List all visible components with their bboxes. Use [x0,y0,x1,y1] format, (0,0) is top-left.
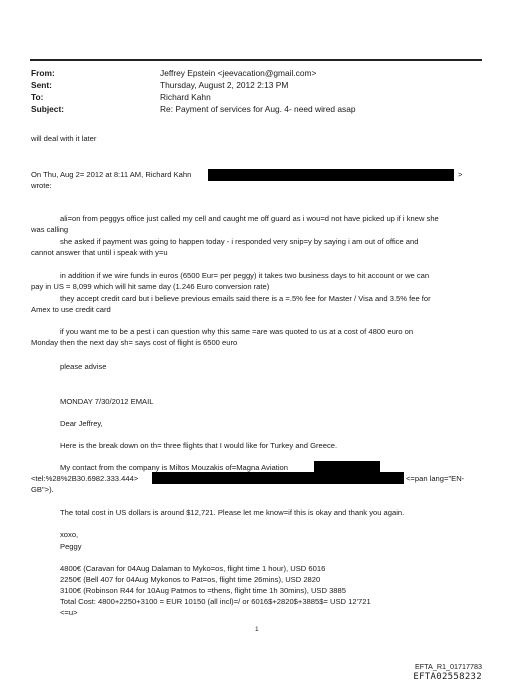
paragraph-2-line2: cannot answer that until i speak with y=u [31,248,168,257]
footer-id-large: EFTA02558232 [413,672,482,682]
paragraph-3-line1: in addition if we wire funds in euros (6500 Eur= per peggy) it takes two business days to hit account or we can [60,271,430,280]
flight-line-3: 3100€ (Robinson R44 for 10Aug Patmos to =thens, flight time 1h 30mins), USD 3885 [60,586,346,595]
total-cost-line: Total Cost: 4800+2250+3100 = EUR 10150 (all incl)=/ or 6016$+2820$+3885$= USD 12'721 [60,597,371,606]
greeting: Dear Jeffrey, [60,419,103,428]
sent-label: Sent: [31,80,52,90]
quote-intro-line1: On Thu, Aug 2= 2012 at 8:11 AM, Richard Kahn [31,170,192,179]
paragraph-1-line2: was calling [31,225,69,234]
subject-label: Subject: [31,104,65,114]
page-number: 1 [255,626,259,633]
sent-value: Thursday, August 2, 2012 2:13 PM [160,80,289,90]
paragraph-2-line1: she asked if payment was going to happen today - i responded very snip=y by saying i am out of office and [60,237,419,246]
flight-line-1: 4800€ (Caravan for 04Aug Dalaman to Myko=os, flight time 1 hour), USD 6016 [60,564,326,573]
paragraph-3-line2: pay in US = 8,099 which will hit same day (1.246 Euro conversion rate) [31,282,270,291]
from-label: From: [31,68,55,78]
contact-phone: <tel:%28%2B30.6982.333.444> [31,474,139,483]
contact-line1: My contact from the company is Miltos Mouzakis of=Magna Aviation [60,463,288,472]
monday-email-heading: MONDAY 7/30/2012 EMAIL [60,397,154,406]
redaction-bar [152,472,404,484]
breakdown-text: Here is the break down on th= three flights that I would like for Turkey and Greece. [60,441,338,450]
please-advise: please advise [60,362,107,371]
contact-line3: GB">). [31,485,54,494]
quote-intro-gt: > [458,170,463,179]
paragraph-5-line1: if you want me to be a pest i can question why this same =are was quoted to us at a cost of 4800 euro on [60,327,414,336]
signoff-name: Peggy [60,542,82,551]
trailing-tag: <=u> [60,608,78,617]
total-cost-text: The total cost in US dollars is around $12,721. Please let me know=if this is okay and thank you again. [60,508,405,517]
header-rule [30,59,482,61]
redaction-bar [208,169,454,181]
paragraph-5-line2: Monday then the next day sh= says cost of flight is 6500 euro [31,338,238,347]
subject-value: Re: Payment of services for Aug. 4- need wired asap [160,104,356,114]
contact-span-fragment: <=pan lang="EN- [406,474,465,483]
to-label: To: [31,92,44,102]
paragraph-1-line1: ali=on from peggys office just called my cell and caught me off guard as i wou=d not have picked up if i knew she [60,214,439,223]
signoff-xoxo: xoxo, [60,530,79,539]
from-value: Jeffrey Epstein <jeevacation@gmail.com> [160,68,317,78]
paragraph-4-line2: Amex to use credit card [31,305,111,314]
flight-line-2: 2250€ (Bell 407 for 04Aug Mykonos to Pat=os, flight time 26mins), USD 2820 [60,575,321,584]
paragraph-4-line1: they accept credit card but i believe previous emails said there is a =.5% fee for Master / Visa and 3.5% fee for [60,294,431,303]
quote-intro-line2: wrote: [31,181,52,190]
reply-text: will deal with it later [31,134,97,143]
to-value: Richard Kahn [160,92,211,102]
footer-id-small: EFTA_R1_01717783 [415,662,482,671]
